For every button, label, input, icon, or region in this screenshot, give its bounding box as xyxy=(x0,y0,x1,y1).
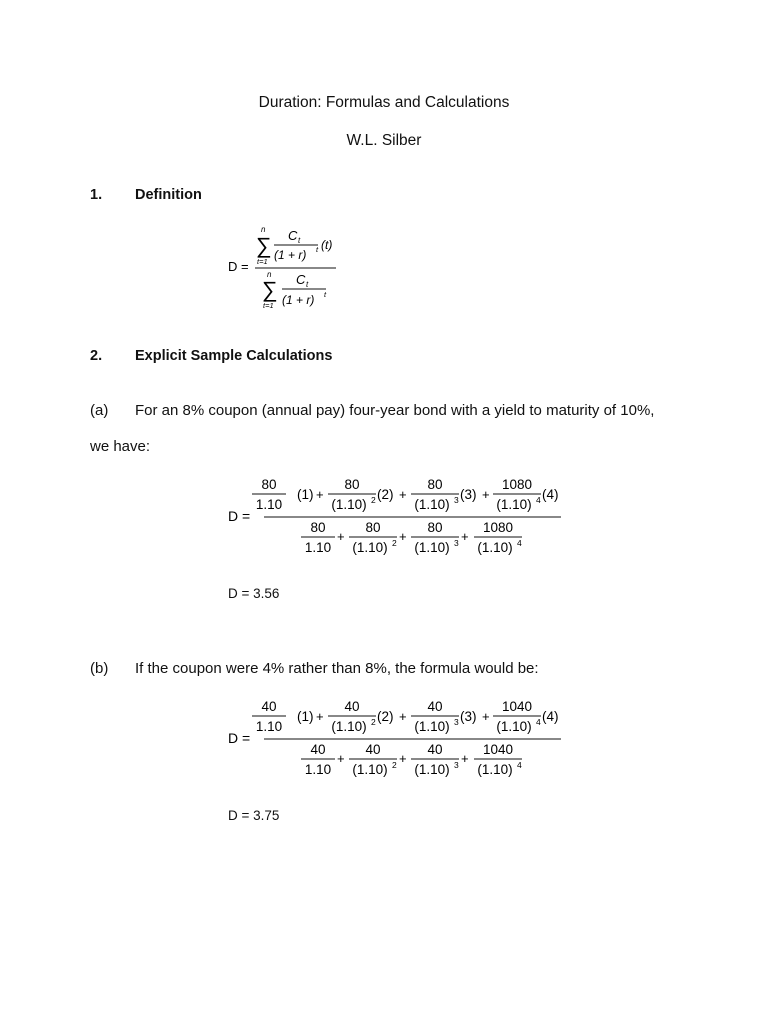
part-b-text: If the coupon were 4% rather than 8%, the formula would be: xyxy=(135,660,539,677)
top-plus-1: + xyxy=(316,709,324,724)
top-term-3-denominator: (1.10) xyxy=(414,719,450,734)
top-term-3-numerator: 80 xyxy=(427,477,443,492)
bottom-plus-3: + xyxy=(461,529,469,544)
top-term-2-weight: (2) xyxy=(377,487,394,502)
bottom-term-3-denominator: (1.10) xyxy=(414,540,450,555)
def-sum2-top: n xyxy=(267,270,272,279)
top-term-4-numerator: 1080 xyxy=(501,477,533,492)
top-term-4-denominator: (1.10) xyxy=(496,719,532,734)
top-term-1-weight: (1) xyxy=(297,709,314,724)
top-term-1-denominator: 1.10 xyxy=(255,719,283,734)
top-term-1-denominator: 1.10 xyxy=(255,497,283,512)
section-2-title: Explicit Sample Calculations xyxy=(135,348,333,364)
part-a-text: For an 8% coupon (annual pay) four-year bond with a yield to maturity of 10%, xyxy=(135,402,655,419)
bottom-term-2-numerator: 40 xyxy=(365,742,381,757)
bottom-term-2-exponent: 2 xyxy=(392,760,397,770)
def-sum2-bottom: t=1 xyxy=(263,301,274,310)
top-term-2-denominator: (1.10) xyxy=(331,497,367,512)
top-term-3-numerator: 40 xyxy=(427,699,443,714)
top-plus-3: + xyxy=(482,487,490,502)
formula-lhs: D = xyxy=(228,508,251,524)
document-title: Duration: Formulas and Calculations xyxy=(258,94,510,111)
bottom-term-4-denominator: (1.10) xyxy=(477,762,513,777)
bottom-term-3-exponent: 3 xyxy=(454,538,459,548)
bottom-plus-3: + xyxy=(461,751,469,766)
formula-a xyxy=(220,470,570,565)
top-term-2-exponent: 2 xyxy=(371,495,376,505)
top-term-2-weight: (2) xyxy=(377,709,394,724)
top-term-4-weight: (4) xyxy=(542,487,559,502)
bottom-term-3-numerator: 40 xyxy=(427,742,443,757)
top-term-3-exponent: 3 xyxy=(454,717,459,727)
def-times: (t) xyxy=(321,238,333,252)
def-sum-top: n xyxy=(261,225,266,234)
bottom-term-4-exponent: 4 xyxy=(517,760,522,770)
top-term-3-denominator: (1.10) xyxy=(414,497,450,512)
def-denom: (1 + r) xyxy=(274,248,307,262)
bottom-term-4-numerator: 1080 xyxy=(482,520,514,535)
bottom-term-1-denominator: 1.10 xyxy=(304,762,332,777)
section-2-number: 2. xyxy=(90,348,103,364)
bottom-term-3-numerator: 80 xyxy=(427,520,443,535)
bottom-plus-2: + xyxy=(399,751,407,766)
top-term-1-numerator: 80 xyxy=(261,477,277,492)
top-plus-1: + xyxy=(316,487,324,502)
top-term-3-exponent: 3 xyxy=(454,495,459,505)
bottom-term-2-denominator: (1.10) xyxy=(352,540,388,555)
top-term-3-weight: (3) xyxy=(460,709,477,724)
formula-b xyxy=(220,692,570,787)
bottom-term-2-exponent: 2 xyxy=(392,538,397,548)
top-term-4-weight: (4) xyxy=(542,709,559,724)
def-sum-symbol: ∑ xyxy=(256,233,272,258)
bottom-term-3-denominator: (1.10) xyxy=(414,762,450,777)
bottom-plus-2: + xyxy=(399,529,407,544)
bottom-term-1-denominator: 1.10 xyxy=(304,540,332,555)
top-term-4-denominator: (1.10) xyxy=(496,497,532,512)
bottom-term-2-denominator: (1.10) xyxy=(352,762,388,777)
top-term-2-numerator: 40 xyxy=(344,699,360,714)
top-term-3-weight: (3) xyxy=(460,487,477,502)
duration-definition-formula xyxy=(220,220,360,315)
bottom-term-4-denominator: (1.10) xyxy=(477,540,513,555)
def-sum2-symbol: ∑ xyxy=(262,277,278,302)
part-a-text-continued: we have: xyxy=(90,438,151,455)
top-plus-2: + xyxy=(399,709,407,724)
top-term-1-weight: (1) xyxy=(297,487,314,502)
def-exp2: t xyxy=(324,290,327,299)
def-lhs: D = xyxy=(228,259,249,274)
top-term-1-numerator: 40 xyxy=(261,699,277,714)
section-1-number: 1. xyxy=(90,187,103,203)
bottom-term-2-numerator: 80 xyxy=(365,520,381,535)
top-term-4-numerator: 1040 xyxy=(501,699,533,714)
top-term-2-numerator: 80 xyxy=(344,477,360,492)
bottom-term-1-numerator: 40 xyxy=(310,742,326,757)
part-b-result: D = 3.75 xyxy=(228,808,280,823)
part-a-label: (a) xyxy=(90,402,109,419)
top-term-4-exponent: 4 xyxy=(536,717,541,727)
document-author: W.L. Silber xyxy=(346,132,422,149)
top-term-2-exponent: 2 xyxy=(371,717,376,727)
bottom-plus-1: + xyxy=(337,529,345,544)
top-plus-3: + xyxy=(482,709,490,724)
def-sum-bottom: t=1 xyxy=(257,257,268,266)
part-a-result: D = 3.56 xyxy=(228,586,280,601)
def-denom2: (1 + r) xyxy=(282,293,315,307)
bottom-term-1-numerator: 80 xyxy=(310,520,326,535)
bottom-term-3-exponent: 3 xyxy=(454,760,459,770)
bottom-term-4-numerator: 1040 xyxy=(482,742,514,757)
bottom-term-4-exponent: 4 xyxy=(517,538,522,548)
part-b-label: (b) xyxy=(90,660,109,677)
top-term-2-denominator: (1.10) xyxy=(331,719,367,734)
def-ct2: C xyxy=(296,272,306,287)
formula-lhs: D = xyxy=(228,730,251,746)
bottom-plus-1: + xyxy=(337,751,345,766)
top-plus-2: + xyxy=(399,487,407,502)
def-ct-sub: t xyxy=(298,236,301,245)
def-ct: C xyxy=(288,228,298,243)
def-exp: t xyxy=(316,245,319,254)
def-ct2-sub: t xyxy=(306,280,309,289)
top-term-4-exponent: 4 xyxy=(536,495,541,505)
section-1-title: Definition xyxy=(135,187,202,203)
